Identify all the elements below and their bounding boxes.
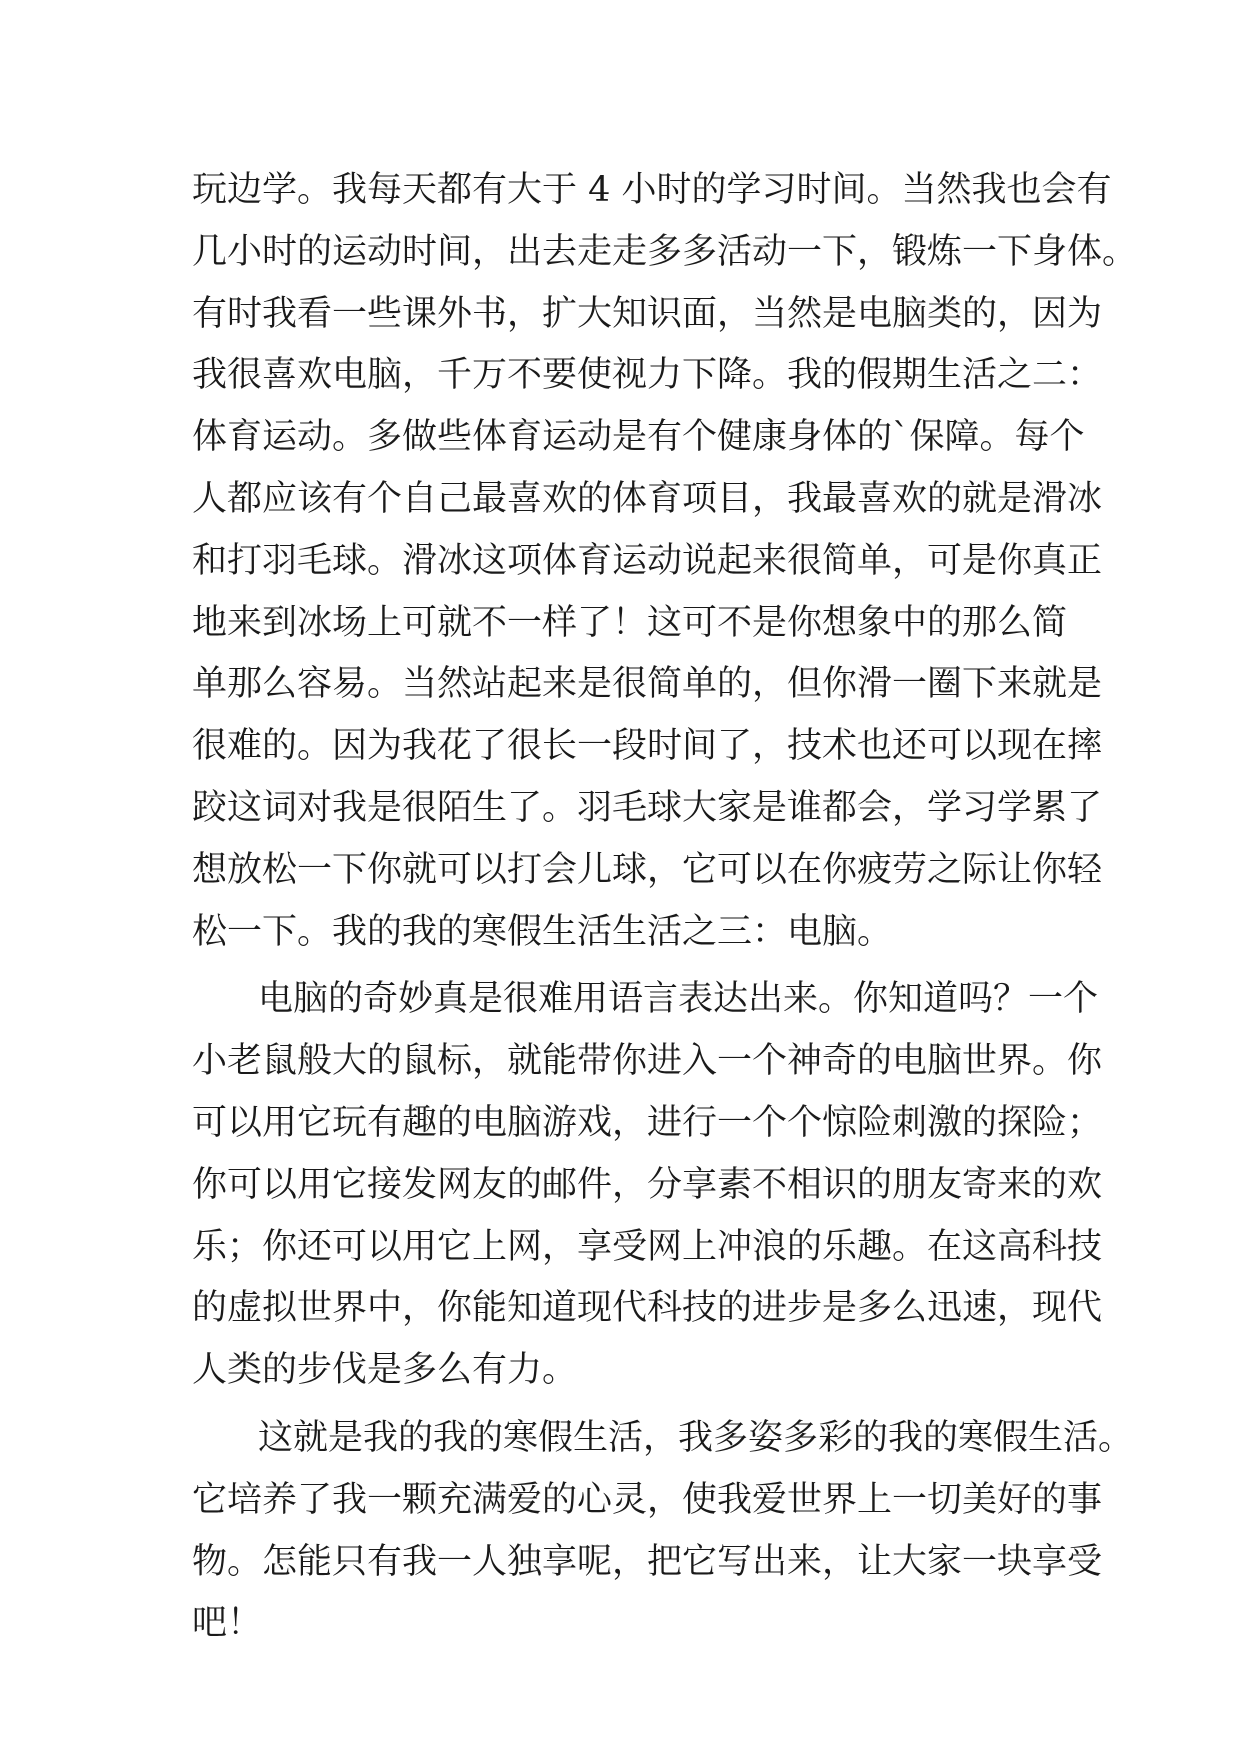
text-line: 地来到冰场上可就不一样了！这可不是你想象中的那么简 (192, 602, 1068, 643)
text-line: 很难的。因为我花了很长一段时间了，技术也还可以现在摔 (192, 726, 1103, 767)
text-line: 和打羽毛球。滑冰这项体育运动说起来很简单，可是你真正 (192, 540, 1103, 581)
text-line: 这就是我的我的寒假生活，我多姿多彩的我的寒假生活。 (258, 1417, 1134, 1458)
text-line: 松一下。我的我的寒假生活生活之三：电脑。 (192, 911, 893, 952)
text-line: 体育运动。多做些体育运动是有个健康身体的`保障。每个 (192, 417, 1085, 458)
text-line: 小老鼠般大的鼠标，就能带你进入一个神奇的电脑世界。你 (192, 1041, 1103, 1082)
text-line: 玩边学。我每天都有大于 4 小时的学习时间。当然我也会有 (192, 170, 1112, 210)
text-line: 吧！ (192, 1603, 263, 1644)
text-line: 乐；你还可以用它上网，享受网上冲浪的乐趣。在这高科技 (192, 1226, 1103, 1267)
text-line: 人类的步伐是多么有力。 (192, 1350, 578, 1391)
document-body (192, 160, 1138, 1655)
text-line: 人都应该有个自己最喜欢的体育项目，我最喜欢的就是滑冰 (192, 478, 1103, 519)
text-line: 可以用它玩有趣的电脑游戏，进行一个个惊险刺激的探险； (192, 1102, 1103, 1143)
text-line: 单那么容易。当然站起来是很简单的，但你滑一圈下来就是 (192, 664, 1103, 705)
text-line: 它培养了我一颗充满爱的心灵，使我爱世界上一切美好的事 (192, 1479, 1103, 1520)
text-line: 物。怎能只有我一人独享呢，把它写出来，让大家一块享受 (192, 1541, 1103, 1582)
paragraph-3 (192, 1408, 1134, 1655)
text-line: 跤这词对我是很陌生了。羽毛球大家是谁都会，学习学累了 (192, 787, 1103, 828)
text-line: 想放松一下你就可以打会儿球，它可以在你疲劳之际让你轻 (192, 849, 1103, 890)
text-line: 有时我看一些课外书，扩大知识面，当然是电脑类的，因为 (192, 293, 1103, 334)
text-line: 我很喜欢电脑，千万不要使视力下降。我的假期生活之二： (192, 355, 1103, 396)
text-line: 几小时的运动时间，出去走走多多活动一下，锻炼一下身体。 (192, 231, 1138, 272)
text-line: 的虚拟世界中，你能知道现代科技的进步是多么迅速，现代 (192, 1288, 1103, 1329)
paragraph-2 (192, 969, 1103, 1402)
text-line: 电脑的奇妙真是很难用语言表达出来。你知道吗？一个 (258, 979, 1099, 1020)
paragraph-1 (192, 160, 1138, 963)
text-line: 你可以用它接发网友的邮件，分享素不相识的朋友寄来的欢 (192, 1164, 1103, 1205)
